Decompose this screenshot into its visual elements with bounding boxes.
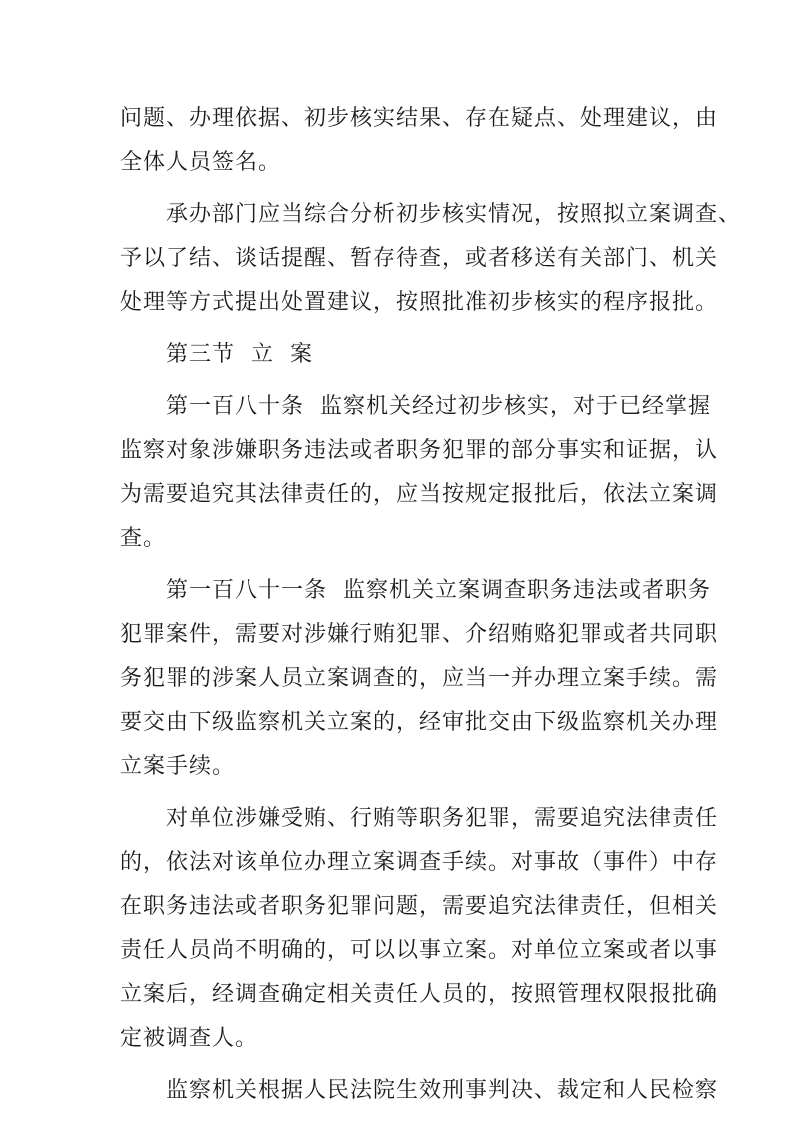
text-line: 问题、办理依据、初步核实结果、存在疑点、处理建议，由	[120, 106, 719, 131]
text-line: 为需要追究其法律责任的，应当按规定报批后，依法立案调	[120, 482, 719, 507]
text-line: 对单位涉嫌受贿、行贿等职务犯罪，需要追究法律责任	[166, 806, 719, 831]
text-line: 查。	[120, 526, 167, 551]
text-line: 犯罪案件，需要对涉嫌行贿犯罪、介绍贿赂犯罪或者共同职	[120, 622, 719, 647]
section-heading: 第三节 立 案	[166, 342, 313, 367]
text-line: 处理等方式提出处置建议，按照批准初步核实的程序报批。	[120, 290, 719, 315]
text-line: 予以了结、谈话提醒、暂存待查，或者移送有关部门、机关	[120, 246, 719, 271]
text-line: 承办部门应当综合分析初步核实情况，按照拟立案调查、	[166, 202, 742, 227]
document-body	[120, 97, 742, 1113]
text-line: 定被调查人。	[120, 1026, 259, 1051]
text-line: 立案后，经调查确定相关责任人员的，按照管理权限报批确	[120, 982, 719, 1007]
text-line: 监察机关根据人民法院生效刑事判决、裁定和人民检察	[166, 1078, 719, 1103]
text-line: 第一百八十条 监察机关经过初步核实，对于已经掌握	[166, 394, 711, 419]
text-line: 全体人员签名。	[120, 150, 282, 175]
text-line: 务犯罪的涉案人员立案调查的，应当一并办理立案手续。需	[120, 666, 719, 691]
text-line: 在职务违法或者职务犯罪问题，需要追究法律责任，但相关	[120, 894, 719, 919]
text-line: 监察对象涉嫌职务违法或者职务犯罪的部分事实和证据，认	[120, 438, 719, 463]
text-line: 的，依法对该单位办理立案调查手续。对事故（事件）中存	[120, 850, 719, 875]
text-line: 责任人员尚不明确的，可以以事立案。对单位立案或者以事	[120, 938, 719, 963]
text-line: 要交由下级监察机关立案的，经审批交由下级监察机关办理	[120, 710, 719, 735]
text-line: 第一百八十一条 监察机关立案调查职务违法或者职务	[166, 578, 711, 603]
text-line: 立案手续。	[120, 754, 236, 779]
